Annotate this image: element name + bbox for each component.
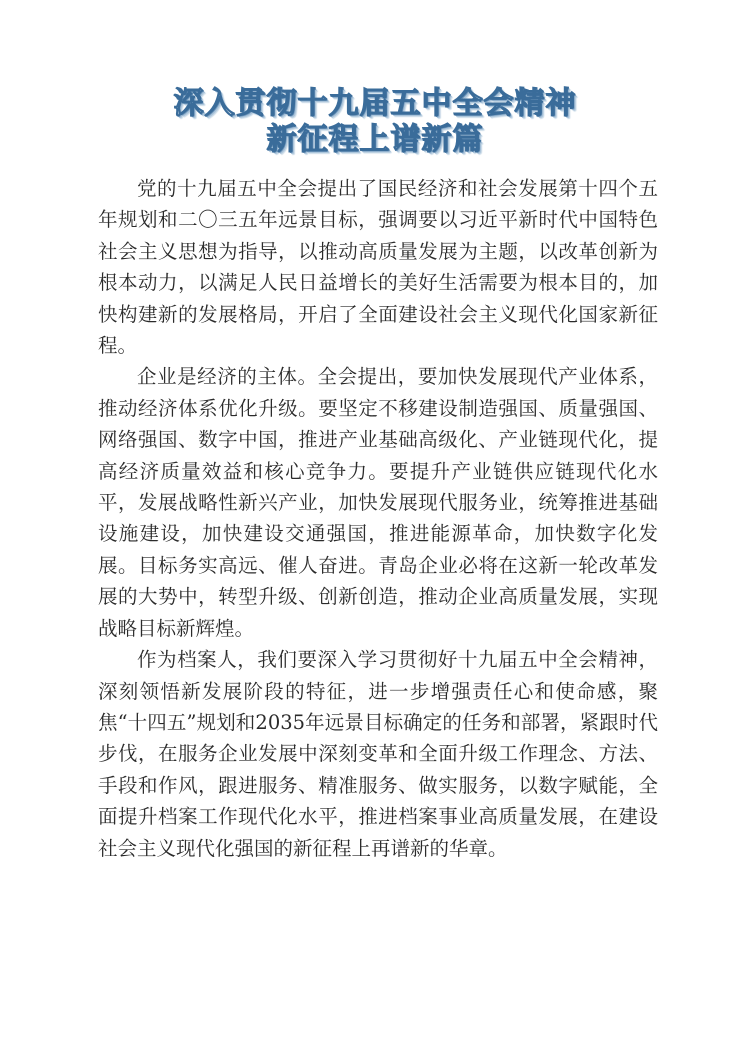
paragraph-1: 党的十九届五中全会提出了国民经济和社会发展第十四个五年规划和二〇三五年远景目标，强调要以习近平新时代中国特色社会主义思想为指导，以推动高质量发展为主题，以改革创新为根本动力，以满足人民日益增长的美好生活需要为根本目的，加快构建新的发展格局，开启了全面建设社会主义现代化国家新征程。 [98,177,658,358]
paragraph-3: 作为档案人，我们要深入学习贯彻好十九届五中全会精神，深刻领悟新发展阶段的特征，进一步增强责任心和使命感，聚焦“十四五”规划和2035年远景目标确定的任务和部署，紧跟时代步伐，在服务企业发展中深刻变革和全面升级工作理念、方法、手段和作风，跟进服务、精准服务、做实服务，以数字赋能，全面提升档案工作现代化水平，推进档案事业高质量发展，在建设社会主义现代化强国的新征程上再谱新的华章。 [98,648,658,860]
paragraph-2: 企业是经济的主体。全会提出，要加快发展现代产业体系，推动经济体系优化升级。要坚定不移建设制造强国、质量强国、网络强国、数字中国，推进产业基础高级化、产业链现代化，提高经济质量效益和核心竞争力。要提升产业链供应链现代化水平，发展战略性新兴产业，加快发展现代服务业，统筹推进基础设施建设，加快建设交通强国，推进能源革命，加快数字化发展。目标务实高远、催人奋进。青岛企业必将在这新一轮改革发展的大势中，转型升级、创新创造，推动企业高质量发展，实现战略目标新辉煌。 [98,365,658,640]
title-line-1: 深入贯彻十九届五中全会精神 [173,86,577,121]
page-title [0,86,750,158]
article-body [98,173,658,864]
title-line-2: 新征程上谱新篇 [266,122,484,157]
